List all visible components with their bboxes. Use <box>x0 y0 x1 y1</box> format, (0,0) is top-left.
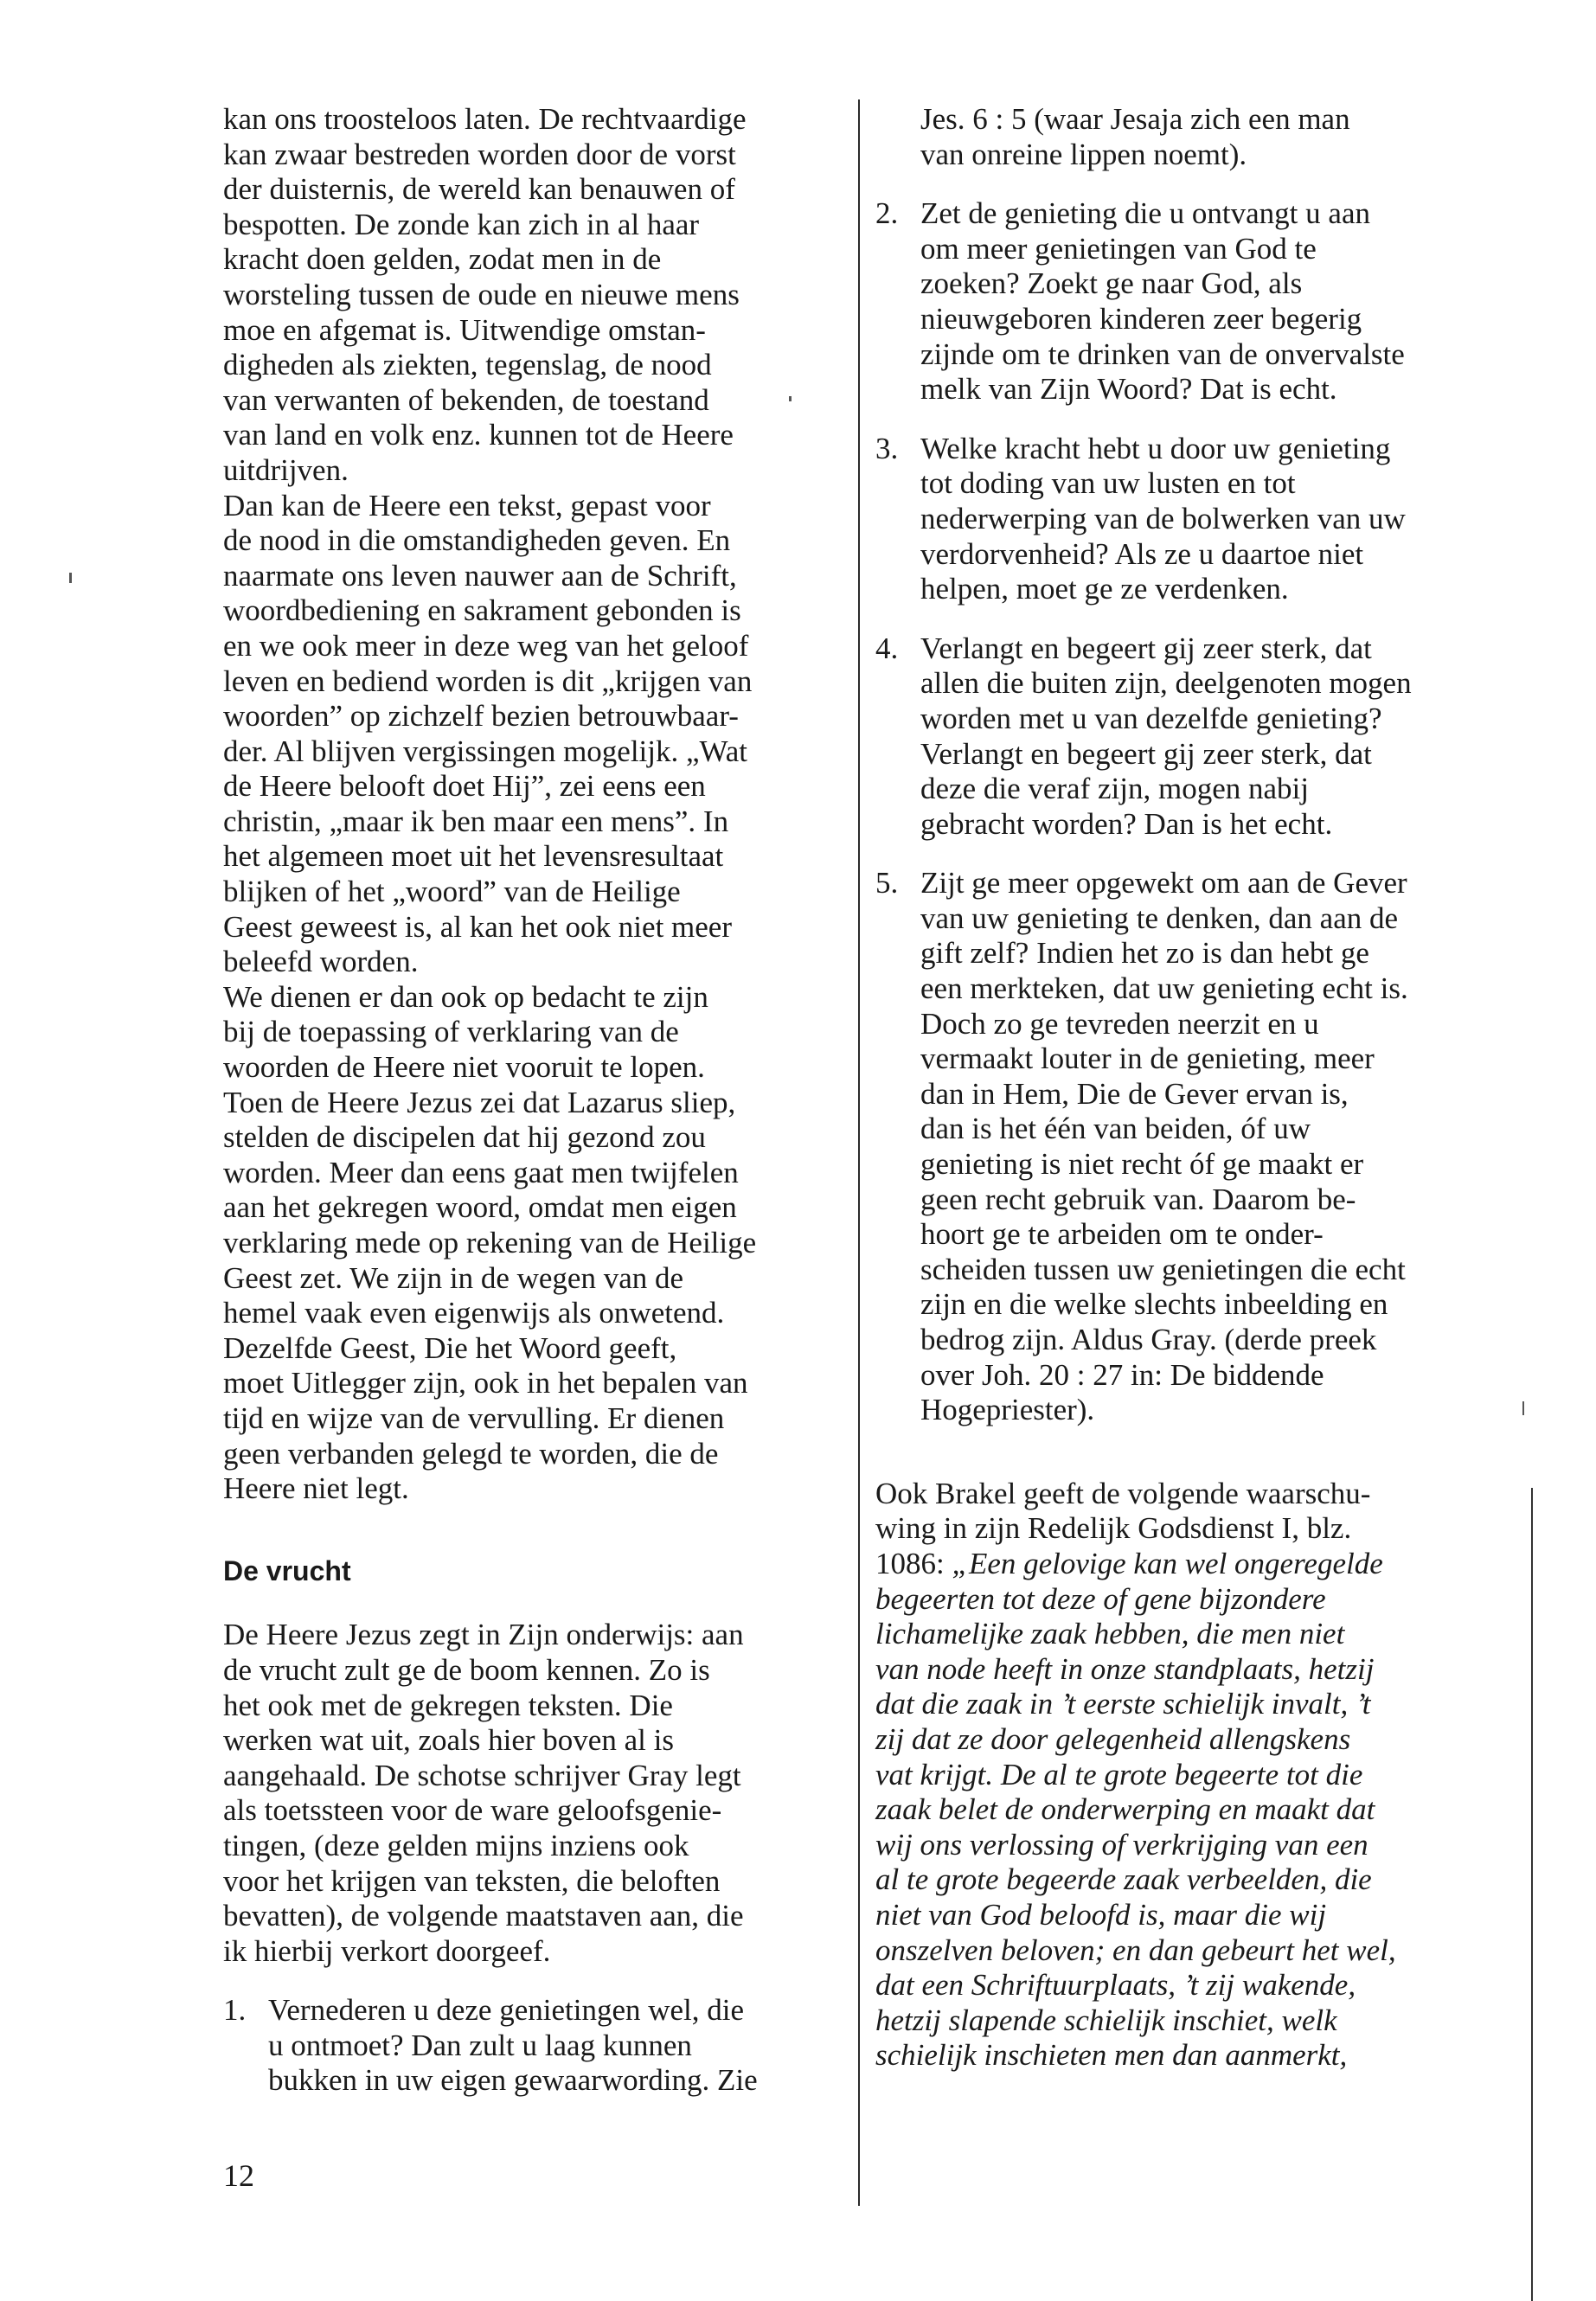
text-line: verklaring mede op rekening van de Heilige <box>223 1226 757 1259</box>
text-line: kan zwaar bestreden worden door de vorst <box>223 137 736 171</box>
text-line: hemel vaak even eigenwijs als onwetend. <box>223 1296 725 1330</box>
text-line: bij de toepassing of verklaring van de <box>223 1015 679 1049</box>
text-line: gift zelf? Indien het zo is dan hebt ge <box>920 936 1369 971</box>
text-line: van land en volk enz. kunnen tot de Heere <box>223 418 734 452</box>
reference-text: 1086: <box>875 1546 952 1580</box>
text-line: bevatten), de volgende maatstaven aan, die <box>223 1899 744 1933</box>
text-line: kracht doen gelden, zodat men in de <box>223 242 662 277</box>
text-line: van verwanten of bekenden, de toestand <box>223 382 709 417</box>
text-line: nederwerping van de bolwerken van uw <box>920 501 1406 535</box>
quote-line: lichamelijke zaak hebben, die men niet <box>875 1617 1345 1651</box>
list-number: 4. <box>875 631 899 665</box>
quote-line: dat een Schriftuurplaats, ’t zij wakende, <box>875 1968 1356 2003</box>
quote-line: onszelven beloven; en dan gebeurt het wel, <box>875 1932 1396 1967</box>
text-line: Heere niet legt. <box>223 1471 409 1506</box>
text-line: tijd en wijze van de vervulling. Er dienen <box>223 1400 725 1435</box>
list-item <box>875 866 1503 1428</box>
text-line: scheiden tussen uw genietingen die echt <box>920 1252 1406 1286</box>
text-line: het algemeen moet uit het levensresultaat <box>223 839 724 874</box>
text-line: dan is het één van beiden, óf uw <box>920 1112 1311 1146</box>
paragraph <box>223 1618 850 1969</box>
text-line: Jes. 6 : 5 (waar Jesaja zich een man <box>920 102 1350 136</box>
text-line: geen verbanden gelegd te worden, die de <box>223 1436 719 1471</box>
text-line: christin, „maar ik ben maar een mens”. In <box>223 804 729 838</box>
page-number: 12 <box>223 2158 254 2193</box>
text-line: woorden de Heere niet vooruit te lopen. <box>223 1050 705 1085</box>
text-line: stelden de discipelen dat hij gezond zou <box>223 1120 706 1155</box>
text-line: Hogepriester). <box>920 1393 1095 1427</box>
text-line: bedrog zijn. Aldus Gray. (derde preek <box>920 1323 1377 1356</box>
text-line: worden. Meer dan eens gaat men twijfelen <box>223 1155 739 1189</box>
paragraph <box>223 102 850 489</box>
text-line: het ook met de gekregen teksten. Die <box>223 1688 673 1722</box>
text-line: de vrucht zult ge de boom kennen. Zo is <box>223 1652 710 1687</box>
text-line: dan in Hem, Die de Gever ervan is, <box>920 1076 1349 1111</box>
list-number: 2. <box>875 196 899 231</box>
text-line: woordbediening en sakrament gebonden is <box>223 593 741 628</box>
text-line: een merkteken, dat uw genieting echt is. <box>920 971 1408 1006</box>
quote-line: zaak belet de onderwerping en maakt dat <box>875 1792 1375 1827</box>
quote-line: wij ons verlossing of verkrijging van een <box>875 1827 1368 1862</box>
text-line: Toen de Heere Jezus zei dat Lazarus sliep, <box>223 1085 736 1119</box>
text-line: de nood in die omstandigheden geven. En <box>223 523 731 558</box>
text-line: zijn en die welke slechts inbeelding en <box>920 1287 1388 1322</box>
text-line: zijnde om te drinken van de onvervalste <box>920 336 1405 371</box>
text-line: over Joh. 20 : 27 in: De biddende <box>920 1357 1324 1392</box>
text-line: aangehaald. De schotse schrijver Gray legt <box>223 1758 741 1792</box>
paragraph <box>875 1477 1503 2073</box>
text-line: vermaakt louter in de genieting, meer <box>920 1042 1375 1076</box>
text-line: nieuwgeboren kinderen zeer begerig <box>920 301 1362 336</box>
paragraph <box>223 980 850 1507</box>
text-line <box>875 1547 1503 1582</box>
text-line: De Heere Jezus zegt in Zijn onderwijs: aan <box>223 1618 744 1652</box>
quote-line: dat die zaak in ’t eerste schielijk invalt, ’t <box>875 1687 1371 1721</box>
text-line: en we ook meer in deze weg van het geloof <box>223 628 749 663</box>
list-item <box>875 631 1503 843</box>
quote-line: zij dat ze door gelegenheid allengskens <box>875 1721 1351 1756</box>
text-line: Zet de genieting die u ontvangt u aan <box>920 196 1370 231</box>
quote-line: niet van God beloofd is, maar die wij <box>875 1897 1327 1932</box>
text-line: om meer genietingen van God te <box>920 231 1317 266</box>
text-line: zoeken? Zoekt ge naar God, als <box>920 266 1303 301</box>
text-line: der duisternis, de wereld kan benauwen of <box>223 172 735 207</box>
text-line: tingen, (deze gelden mijns inziens ook <box>223 1828 689 1862</box>
text-line: van uw genieting te denken, dan aan de <box>920 901 1399 935</box>
section-heading: De vrucht <box>223 1554 351 1586</box>
text-line: Verlangt en begeert gij zeer sterk, dat <box>920 736 1372 771</box>
scan-speck <box>1522 1401 1524 1415</box>
text-line: digheden als ziekten, tegenslag, de nood <box>223 348 712 382</box>
text-line: tot doding van uw lusten en tot <box>920 466 1296 501</box>
text-line: blijken of het „woord” van de Heilige <box>223 875 681 909</box>
text-line: allen die buiten zijn, deelgenoten mogen <box>920 666 1412 701</box>
text-line: kan ons troosteloos laten. De rechtvaardige <box>223 102 747 136</box>
text-line: Geest geweest is, al kan het ook niet meer <box>223 909 732 944</box>
quote-text: „Een gelovige kan wel ongeregelde <box>952 1546 1383 1580</box>
text-line: Zijt ge meer opgewekt om aan de Gever <box>920 866 1407 901</box>
text-line: Geest zet. We zijn in de wegen van de <box>223 1260 684 1295</box>
list-item <box>223 1993 850 2099</box>
text-line: leven en bediend worden is dit „krijgen van <box>223 663 753 698</box>
scan-speck <box>69 573 72 583</box>
text-line: van onreine lippen noemt). <box>920 137 1247 171</box>
right-column <box>875 102 1503 2073</box>
quote-line: al te grote begeerde zaak verbeelden, die <box>875 1862 1372 1897</box>
text-line: We dienen er dan ook op bedacht te zijn <box>223 979 708 1014</box>
paragraph <box>223 489 850 980</box>
list-item-continuation <box>875 102 1503 172</box>
list-number: 3. <box>875 431 899 465</box>
text-line: naarmate ons leven nauwer aan de Schrift, <box>223 558 737 593</box>
quote-line: hetzij slapende schielijk inschiet, welk <box>875 2003 1337 2037</box>
text-line: moet Uitlegger zijn, ook in het bepalen van <box>223 1366 748 1400</box>
text-line: als toetssteen voor de ware geloofsgenie- <box>223 1793 722 1828</box>
text-line: verdorvenheid? Als ze u daartoe niet <box>920 536 1364 571</box>
text-line: werken wat uit, zoals hier boven al is <box>223 1723 674 1758</box>
text-line: Dezelfde Geest, Die het Woord geeft, <box>223 1330 677 1365</box>
text-line: wing in zijn Redelijk Godsdienst I, blz. <box>875 1511 1352 1546</box>
text-line: genieting is niet recht óf ge maakt er <box>920 1147 1364 1182</box>
quote-line: schielijk inschieten men dan aanmerkt, <box>875 2038 1348 2073</box>
text-line: voor het krijgen van teksten, die beloften <box>223 1863 721 1898</box>
text-line: worden met u van dezelfde genieting? <box>920 701 1382 735</box>
quote-line: vat krijgt. De al te grote begeerte tot die <box>875 1757 1363 1791</box>
text-line: melk van Zijn Woord? Dat is echt. <box>920 372 1337 407</box>
text-line: u ontmoet? Dan zult u laag kunnen <box>268 2028 692 2062</box>
text-line: uitdrijven. <box>223 452 349 487</box>
text-line: beleefd worden. <box>223 945 419 979</box>
left-column <box>223 102 850 2099</box>
list-item <box>875 196 1503 407</box>
text-line: aan het gekregen woord, omdat men eigen <box>223 1190 737 1225</box>
text-line: worsteling tussen de oude en nieuwe mens <box>223 277 740 311</box>
text-line: ik hierbij verkort doorgeef. <box>223 1933 551 1968</box>
text-line: de Heere belooft doet Hij”, zei eens een <box>223 769 706 804</box>
text-line: Doch zo ge tevreden neerzit en u <box>920 1006 1319 1041</box>
text-line: Verlangt en begeert gij zeer sterk, dat <box>920 631 1372 665</box>
text-line: der. Al blijven vergissingen mogelijk. „Wat <box>223 734 748 768</box>
column-divider <box>858 99 860 2206</box>
text-line: Welke kracht hebt u door uw genieting <box>920 431 1391 465</box>
text-line: bukken in uw eigen gewaarwording. Zie <box>268 2063 758 2098</box>
quote-line: van node heeft in onze standplaats, hetzij <box>875 1651 1375 1686</box>
text-line: Vernederen u deze genietingen wel, die <box>268 1993 745 2028</box>
text-line: Ook Brakel geeft de volgende waarschu- <box>875 1476 1371 1510</box>
quote-line: begeerten tot deze of gene bijzondere <box>875 1581 1326 1616</box>
text-line: helpen, moet ge ze verdenken. <box>920 572 1289 606</box>
text-line: bespotten. De zonde kan zich in al haar <box>223 207 700 241</box>
text-line: Dan kan de Heere een tekst, gepast voor <box>223 488 711 522</box>
page-edge-rule <box>1531 1488 1533 2301</box>
text-line: woorden” op zichzelf bezien betrouwbaar- <box>223 699 739 734</box>
text-line: deze die veraf zijn, mogen nabij <box>920 772 1309 806</box>
text-line: moe en afgemat is. Uitwendige omstan- <box>223 312 706 347</box>
text-line: gebracht worden? Dan is het echt. <box>920 806 1333 841</box>
text-line: hoort ge te arbeiden om te onder- <box>920 1217 1324 1252</box>
list-item <box>875 432 1503 607</box>
text-line: geen recht gebruik van. Daarom be- <box>920 1182 1356 1216</box>
list-number: 1. <box>223 1993 247 2028</box>
list-number: 5. <box>875 866 899 901</box>
